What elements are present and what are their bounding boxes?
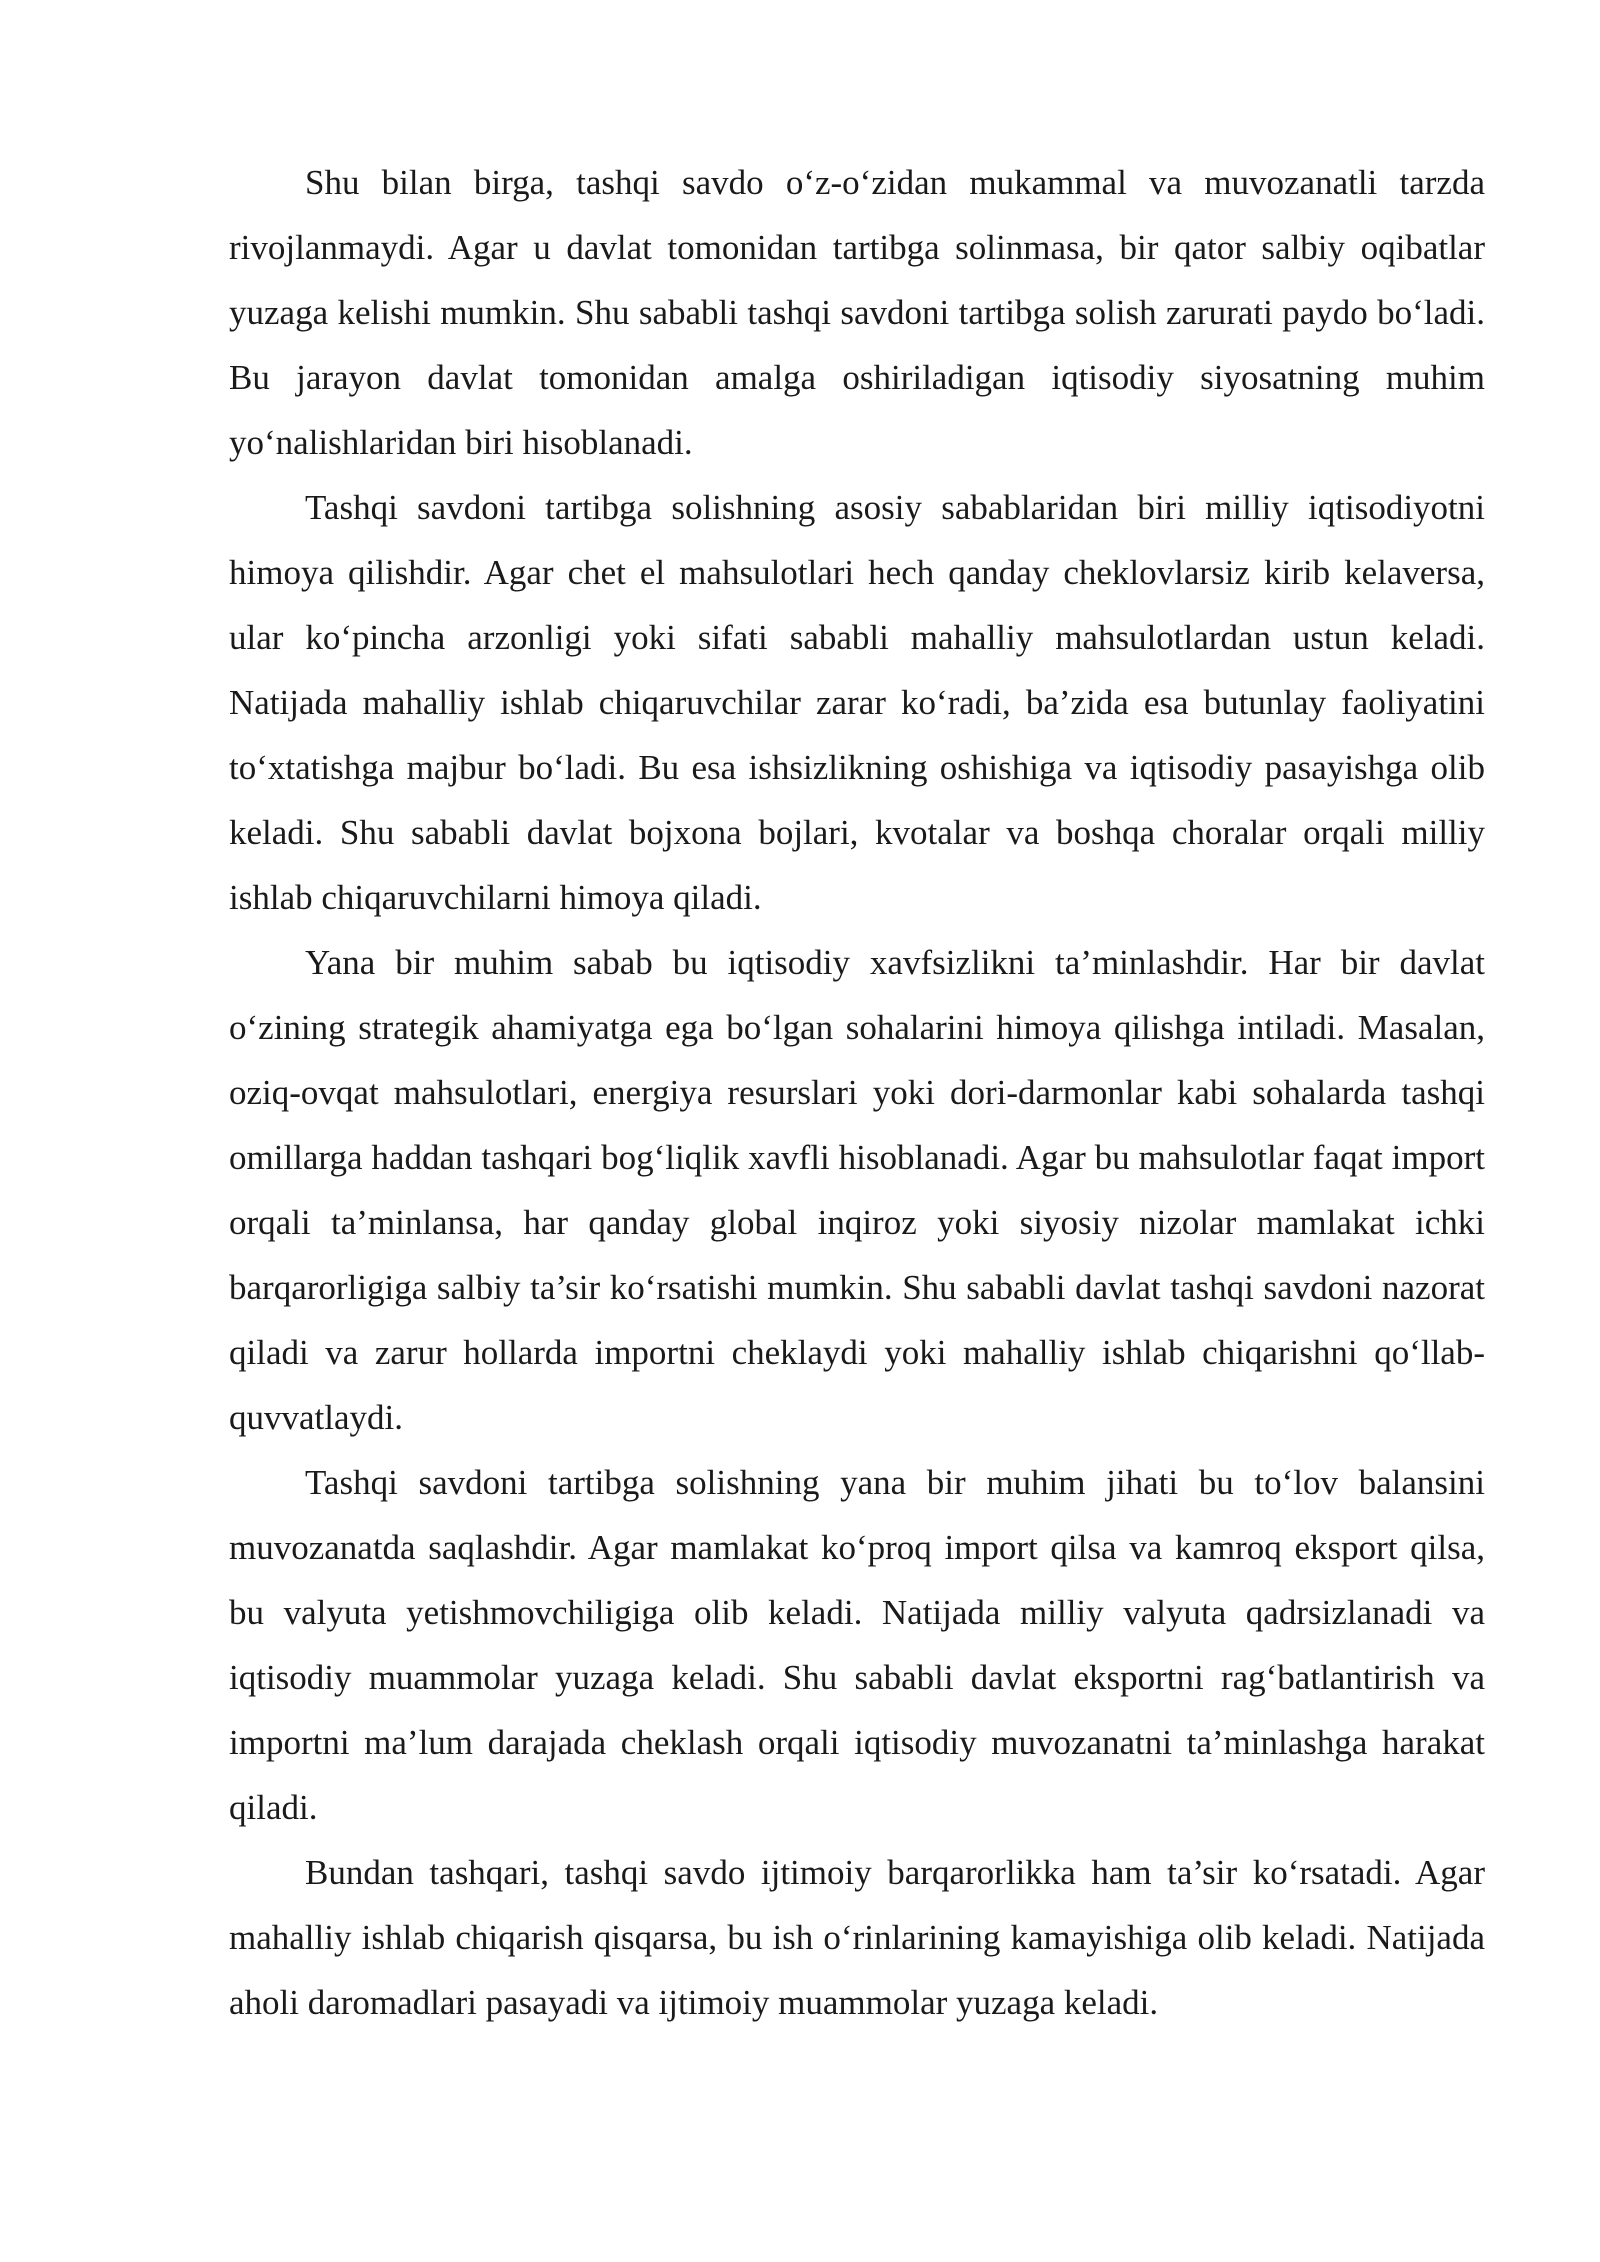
paragraph-1: Shu bilan birga, tashqi savdo o‘z-o‘zidan mukammal va muvozanatli tarzda rivojlanmaydi. Agar u davlat tomonidan tartibga solinmasa, bir qator salbiy oqibatlar yuzaga kelishi mumkin. Shu sababli tashqi savdoni tartibga solish zarurati paydo bo‘ladi. Bu jarayon davlat tomonidan amalga oshiriladigan iqtisodiy siyosatning muhim yo‘nalishlaridan biri hisoblanadi.	[229, 163, 1485, 462]
paragraph-4: Tashqi savdoni tartibga solishning yana bir muhim jihati bu to‘lov balansini muvozanatda saqlashdir. Agar mamlakat ko‘proq import qilsa va kamroq eksport qilsa, bu valyuta yetishmovchiligiga olib keladi. Natijada milliy valyuta qadrsizlanadi va iqtisodiy muammolar yuzaga keladi. Shu sababli davlat eksportni rag‘batlantirish va importni ma’lum darajada cheklash orqali iqtisodiy muvozanatni ta’minlashga harakat qiladi.	[229, 1463, 1485, 1827]
paragraph-2: Tashqi savdoni tartibga solishning asosiy sabablaridan biri milliy iqtisodiyotni himoya qilishdir. Agar chet el mahsulotlari hech qanday cheklovlarsiz kirib kelaversa, ular ko‘pincha arzonligi yoki sifati sababli mahalliy mahsulotlardan ustun keladi. Natijada mahalliy ishlab chiqaruvchilar zarar ko‘radi, ba’zida esa butunlay faoliyatini to‘xtatishga majbur bo‘ladi. Bu esa ishsizlikning oshishiga va iqtisodiy pasayishga olib keladi. Shu sababli davlat bojxona bojlari, kvotalar va boshqa choralar orqali milliy ishlab chiqaruvchilarni himoya qiladi.	[229, 488, 1485, 917]
paragraph-5: Bundan tashqari, tashqi savdo ijtimoiy barqarorlikka ham ta’sir ko‘rsatadi. Agar mahalliy ishlab chiqarish qisqarsa, bu ish o‘rinlarining kamayishiga olib keladi. Natijada aholi daromadlari pasayadi va ijtimoiy muammolar yuzaga keladi.	[229, 1853, 1485, 2022]
paragraph-3: Yana bir muhim sabab bu iqtisodiy xavfsizlikni ta’minlashdir. Har bir davlat o‘zining strategik ahamiyatga ega bo‘lgan sohalarini himoya qilishga intiladi. Masalan, oziq-ovqat mahsulotlari, energiya resurslari yoki dori-darmonlar kabi sohalarda tashqi omillarga haddan tashqari bog‘liqlik xavfli hisoblanadi. Agar bu mahsulotlar faqat import orqali ta’minlansa, har qanday global inqiroz yoki siyosiy nizolar mamlakat ichki barqarorligiga salbiy ta’sir ko‘rsatishi mumkin. Shu sababli davlat tashqi savdoni nazorat qiladi va zarur hollarda importni cheklaydi yoki mahalliy ishlab chiqarishni qo‘llab-quvvatlaydi.	[229, 943, 1485, 1437]
document-body	[229, 150, 1485, 2035]
